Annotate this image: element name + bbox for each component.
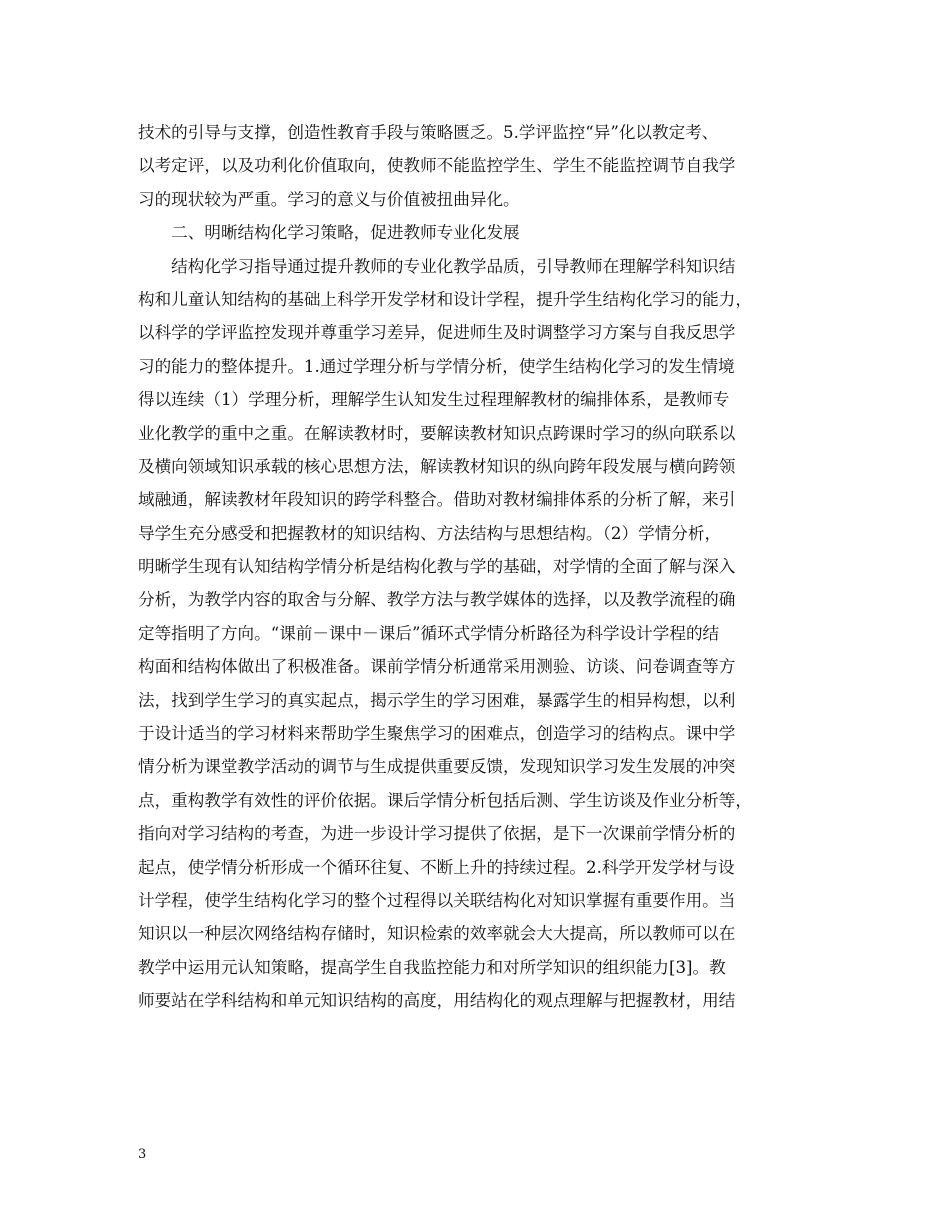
text-line: 定等指明了方向。“课前－课中－课后”循环式学情分析路径为科学设计学程的结 bbox=[138, 623, 720, 643]
text-line: 计学程，使学生结构化学习的整个过程得以关联结构化对知识掌握有重要作用。当 bbox=[138, 890, 736, 910]
text-line: 技术的引导与支撑，创造性教育手段与策略匮乏。5.学评监控“异”化以教定考、 bbox=[138, 123, 719, 142]
text-line: 业化教学的重中之重。在解读教材时，要解读教材知识点跨课时学习的纵向联系以 bbox=[138, 423, 736, 443]
text-line: 明晰学生现有认知结构学情分析是结构化教与学的基础，对学情的全面了解与深入 bbox=[138, 557, 736, 577]
text-line: 点，重构教学有效性的评价依据。课后学情分析包括后测、学生访谈及作业分析等， bbox=[138, 790, 752, 810]
text-line: 域融通，解读教材年段知识的跨学科整合。借助对教材编排体系的分析了解，来引 bbox=[138, 490, 736, 510]
text-line: 教学中运用元认知策略，提高学生自我监控能力和对所学知识的组织能力[3]。教 bbox=[138, 957, 726, 977]
text-line: 以科学的学评监控发现并尊重学习差异，促进师生及时调整学习方案与自我反思学 bbox=[138, 323, 736, 343]
text-line: 习的能力的整体提升。1.通过学理分析与学情分析，使学生结构化学习的发生情境 bbox=[138, 356, 735, 376]
text-line: 得以连续（1）学理分析，理解学生认知发生过程理解教材的编排体系，是教师专 bbox=[138, 390, 730, 410]
text-line: 构面和结构体做出了积极准备。课前学情分析通常采用测验、访谈、问卷调查等方 bbox=[138, 657, 736, 677]
body-text bbox=[138, 116, 818, 1018]
text-line: 知识以一种层次网络结构存储时，知识检索的效率就会大大提高，所以教师可以在 bbox=[138, 924, 736, 944]
text-line: 起点，使学情分析形成一个循环往复、不断上升的持续过程。2.科学开发学材与设 bbox=[138, 857, 735, 877]
page-number: 3 bbox=[138, 1147, 147, 1162]
text-line: 法，找到学生学习的真实起点，揭示学生的学习困难，暴露学生的相异构想，以利 bbox=[138, 690, 736, 710]
section-heading: 二、明晰结构化学习策略，促进教师专业化发展 bbox=[138, 223, 520, 243]
text-line: 指向对学习结构的考查，为进一步设计学习提供了依据，是下一次课前学情分析的 bbox=[138, 824, 736, 844]
text-line: 构和儿童认知结构的基础上科学开发学材和设计学程，提升学生结构化学习的能力， bbox=[138, 289, 752, 309]
text-line: 于设计适当的学习材料来帮助学生聚焦学习的困难点，创造学习的结构点。课中学 bbox=[138, 724, 736, 744]
text-line: 导学生充分感受和把握教材的知识结构、方法结构与思想结构。（2）学情分析， bbox=[138, 523, 722, 543]
text-line: 分析，为教学内容的取舍与分解、教学方法与教学媒体的选择，以及教学流程的确 bbox=[138, 590, 736, 610]
text-line: 及横向领域知识承载的核心思想方法，解读教材知识的纵向跨年段发展与横向跨领 bbox=[138, 456, 736, 476]
text-line: 结构化学习指导通过提升教师的专业化教学品质，引导教师在理解学科知识结 bbox=[138, 256, 736, 276]
text-line: 以考定评，以及功利化价值取向，使教师不能监控学生、学生不能监控调节自我学 bbox=[138, 156, 736, 176]
text-line: 习的现状较为严重。学习的意义与价值被扭曲异化。 bbox=[138, 189, 520, 209]
text-line: 情分析为课堂教学活动的调节与生成提供重要反馈，发现知识学习发生发展的冲突 bbox=[138, 757, 736, 777]
text-line: 师要站在学科结构和单元知识结构的高度，用结构化的观点理解与把握教材，用结 bbox=[138, 991, 736, 1011]
